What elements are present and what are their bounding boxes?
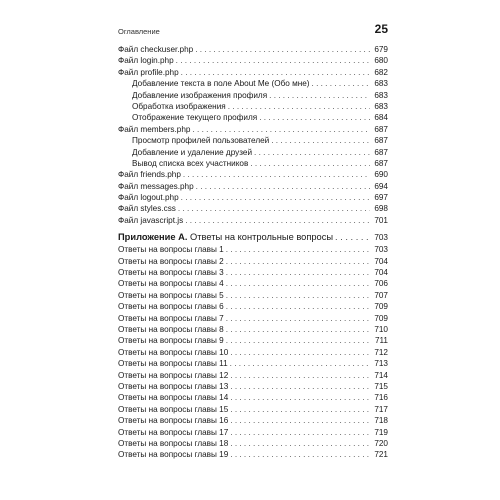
toc-entry-page: 684 [374, 113, 388, 123]
toc-entry[interactable] [118, 181, 388, 192]
toc-leader-dots [230, 449, 370, 460]
toc-entry[interactable] [118, 44, 388, 55]
toc-entry-label: Файл checkuser.php [118, 45, 194, 54]
toc-entry[interactable] [118, 90, 388, 101]
toc-leader-dots [335, 231, 370, 244]
toc-answer-entry[interactable] [118, 335, 388, 346]
toc-entry-label: Ответы на вопросы главы 3 [118, 268, 224, 278]
toc-answer-entry[interactable] [118, 370, 388, 381]
toc-appendix-label [118, 231, 333, 244]
toc-entry-page: 716 [374, 393, 388, 403]
toc-entry-page: 710 [374, 324, 388, 334]
toc-entry-page: 715 [374, 381, 388, 391]
toc-entry[interactable] [118, 78, 388, 89]
toc-leader-dots [230, 438, 370, 449]
toc-leader-dots [196, 181, 370, 192]
toc-entry-label: Отображение текущего профиля [132, 113, 258, 123]
toc-leader-dots [269, 90, 370, 101]
toc-entry-label: Ответы на вопросы главы 6 [118, 302, 224, 312]
toc-leader-dots [185, 215, 370, 226]
toc-leader-dots [230, 415, 370, 426]
toc-entry-label: Просмотр профилей пользователей [132, 136, 270, 146]
toc-entry-label: Ответы на вопросы главы 14 [118, 393, 229, 403]
toc-entry-page: 721 [374, 450, 388, 460]
toc-entry-label: Файл logout.php [118, 193, 179, 203]
toc-entry-page: 711 [374, 336, 388, 346]
toc-answer-entry[interactable] [118, 244, 388, 255]
toc-leader-dots [226, 278, 370, 289]
toc-entry-label: Ответы на вопросы главы 7 [118, 313, 224, 323]
toc-answer-entry[interactable] [118, 404, 388, 415]
toc-appendix-title: Ответы на контрольные вопросы [187, 232, 334, 243]
toc-entry-page: 713 [374, 359, 388, 369]
toc-leader-dots [230, 404, 370, 415]
toc-entry-page: 709 [374, 313, 388, 323]
toc-leader-dots [183, 169, 370, 180]
toc-entry-page: 683 [374, 101, 388, 111]
toc-entry-page: 706 [374, 279, 388, 289]
toc-entry-label: Ответы на вопросы главы 11 [118, 359, 228, 369]
toc-answer-entry[interactable] [118, 358, 388, 369]
toc-answer-entry[interactable] [118, 313, 388, 324]
toc-entry-page: 712 [374, 347, 388, 357]
toc-entry-page: 687 [374, 124, 388, 134]
toc-entry-label: Ответы на вопросы главы 12 [118, 370, 229, 380]
toc-answer-entry[interactable] [118, 301, 388, 312]
toc-entry-label: Ответы на вопросы главы 18 [118, 438, 229, 448]
toc-leader-dots [226, 313, 370, 324]
toc-entry-label: Добавление текста в поле About Me (Обо мне) [132, 79, 310, 89]
toc-entry-page: 687 [374, 158, 388, 168]
toc-leader-dots [259, 112, 370, 123]
toc-leader-dots [176, 55, 370, 66]
toc-answer-entry[interactable] [118, 381, 388, 392]
toc-appendix-lead: Приложение А. [118, 232, 188, 243]
toc-entry[interactable] [118, 55, 388, 66]
toc-entry-page: 704 [374, 256, 388, 266]
toc-entry-page: 707 [374, 290, 388, 300]
toc-entry-page: 683 [374, 79, 388, 89]
toc-entry-label: Файл login.php [118, 56, 174, 66]
toc-entry-page: 694 [374, 181, 388, 191]
toc-entry-label: Ответы на вопросы главы 2 [118, 256, 224, 266]
toc-answer-entry[interactable] [118, 415, 388, 426]
toc-entry[interactable] [118, 215, 388, 226]
toc-entry[interactable] [118, 169, 388, 180]
toc-entry-label: Ответы на вопросы главы 16 [118, 416, 229, 426]
toc-entry[interactable] [118, 135, 388, 146]
toc-entry-label: Вывод списка всех участников [132, 158, 249, 168]
toc-entry-label: Ответы на вопросы главы 17 [118, 427, 229, 437]
toc-leader-dots [230, 370, 370, 381]
toc-entry-page: 687 [374, 147, 388, 157]
toc-entry-label: Файл messages.php [118, 181, 194, 191]
page-number: 25 [374, 22, 388, 36]
toc-answer-entry[interactable] [118, 290, 388, 301]
toc-entry-label: Добавление изображения профиля [132, 90, 268, 100]
toc-entry-label: Ответы на вопросы главы 19 [118, 450, 229, 460]
toc-leader-dots [250, 158, 370, 169]
toc-leader-dots [312, 78, 370, 89]
toc-leader-dots [226, 301, 370, 312]
toc-leader-dots [230, 392, 370, 403]
toc-entry-page: 701 [374, 215, 388, 225]
toc-entry-label: Ответы на вопросы главы 10 [118, 347, 229, 357]
toc-entry[interactable] [118, 67, 388, 78]
toc-entry-label: Файл profile.php [118, 67, 179, 77]
toc-leader-dots [181, 67, 370, 78]
toc-answer-entries [118, 244, 388, 460]
toc-entry-label: Файл styles.css [118, 204, 176, 214]
toc-entry-page: 687 [374, 136, 388, 146]
toc-leader-dots [226, 256, 370, 267]
toc-answer-entry[interactable] [118, 267, 388, 278]
toc-entry-page: 683 [374, 90, 388, 100]
toc-leader-dots [230, 358, 370, 369]
toc-entry-page: 717 [374, 404, 388, 414]
toc-entry-label: Файл members.php [118, 124, 191, 134]
toc-entry-page: 704 [374, 268, 388, 278]
toc-entry-label: Файл javascript.js [118, 215, 184, 225]
toc-entry[interactable] [118, 147, 388, 158]
toc-answer-entry[interactable] [118, 347, 388, 358]
toc-entry-label: Обработка изображения [132, 101, 226, 111]
toc-answer-entry[interactable] [118, 427, 388, 438]
toc-entry[interactable] [118, 112, 388, 123]
toc-leader-dots [226, 290, 370, 301]
toc-appendix-page: 703 [374, 233, 388, 243]
toc-entry[interactable] [118, 101, 388, 112]
toc-answer-entry[interactable] [118, 438, 388, 449]
toc-entry-label: Добавление и удаление друзей [132, 147, 253, 157]
toc-answer-entry[interactable] [118, 324, 388, 335]
toc-entry[interactable] [118, 203, 388, 214]
toc-leader-dots [228, 101, 370, 112]
page-header [118, 22, 388, 42]
toc-entry-page: 709 [374, 302, 388, 312]
toc-entries [118, 44, 388, 226]
toc-leader-dots [226, 324, 370, 335]
toc-leader-dots [230, 347, 370, 358]
toc-entry-label: Ответы на вопросы главы 9 [118, 336, 224, 346]
toc-entry-label: Ответы на вопросы главы 4 [118, 279, 224, 289]
toc-entry[interactable] [118, 124, 388, 135]
running-header-title: Оглавление [118, 27, 160, 36]
toc-leader-dots [226, 267, 370, 278]
toc-entry[interactable] [118, 158, 388, 169]
toc-answer-entry[interactable] [118, 392, 388, 403]
toc-entry-label: Ответы на вопросы главы 13 [118, 381, 229, 391]
toc-entry-page: 703 [374, 245, 388, 255]
toc-entry-page: 680 [374, 56, 388, 66]
toc-leader-dots [230, 381, 370, 392]
toc-leader-dots [181, 192, 370, 203]
toc-entry-page: 697 [374, 193, 388, 203]
toc-entry-page: 718 [374, 416, 388, 426]
toc-entry[interactable] [118, 192, 388, 203]
toc-leader-dots [226, 335, 370, 346]
toc-entry-label: Ответы на вопросы главы 1 [118, 245, 224, 255]
toc-entry-page: 720 [374, 438, 388, 448]
toc-answer-entry[interactable] [118, 449, 388, 460]
table-of-contents [118, 44, 388, 461]
toc-leader-dots [226, 244, 370, 255]
toc-entry-label: Ответы на вопросы главы 15 [118, 404, 229, 414]
toc-entry-page: 719 [374, 427, 388, 437]
toc-leader-dots [192, 124, 370, 135]
toc-entry-page: 690 [374, 170, 388, 180]
toc-entry-label: Ответы на вопросы главы 5 [118, 290, 224, 300]
toc-appendix-heading[interactable] [118, 231, 388, 244]
toc-entry-label: Файл friends.php [118, 170, 181, 180]
toc-leader-dots [195, 44, 370, 55]
toc-entry-page: 698 [374, 204, 388, 214]
toc-leader-dots [254, 147, 370, 158]
toc-entry-label: Ответы на вопросы главы 8 [118, 324, 224, 334]
toc-answer-entry[interactable] [118, 256, 388, 267]
toc-answer-entry[interactable] [118, 278, 388, 289]
toc-entry-page: 714 [374, 370, 388, 380]
toc-leader-dots [178, 203, 370, 214]
toc-entry-page: 682 [374, 67, 388, 77]
toc-leader-dots [230, 427, 370, 438]
toc-leader-dots [271, 135, 370, 146]
toc-entry-page: 679 [374, 45, 388, 54]
